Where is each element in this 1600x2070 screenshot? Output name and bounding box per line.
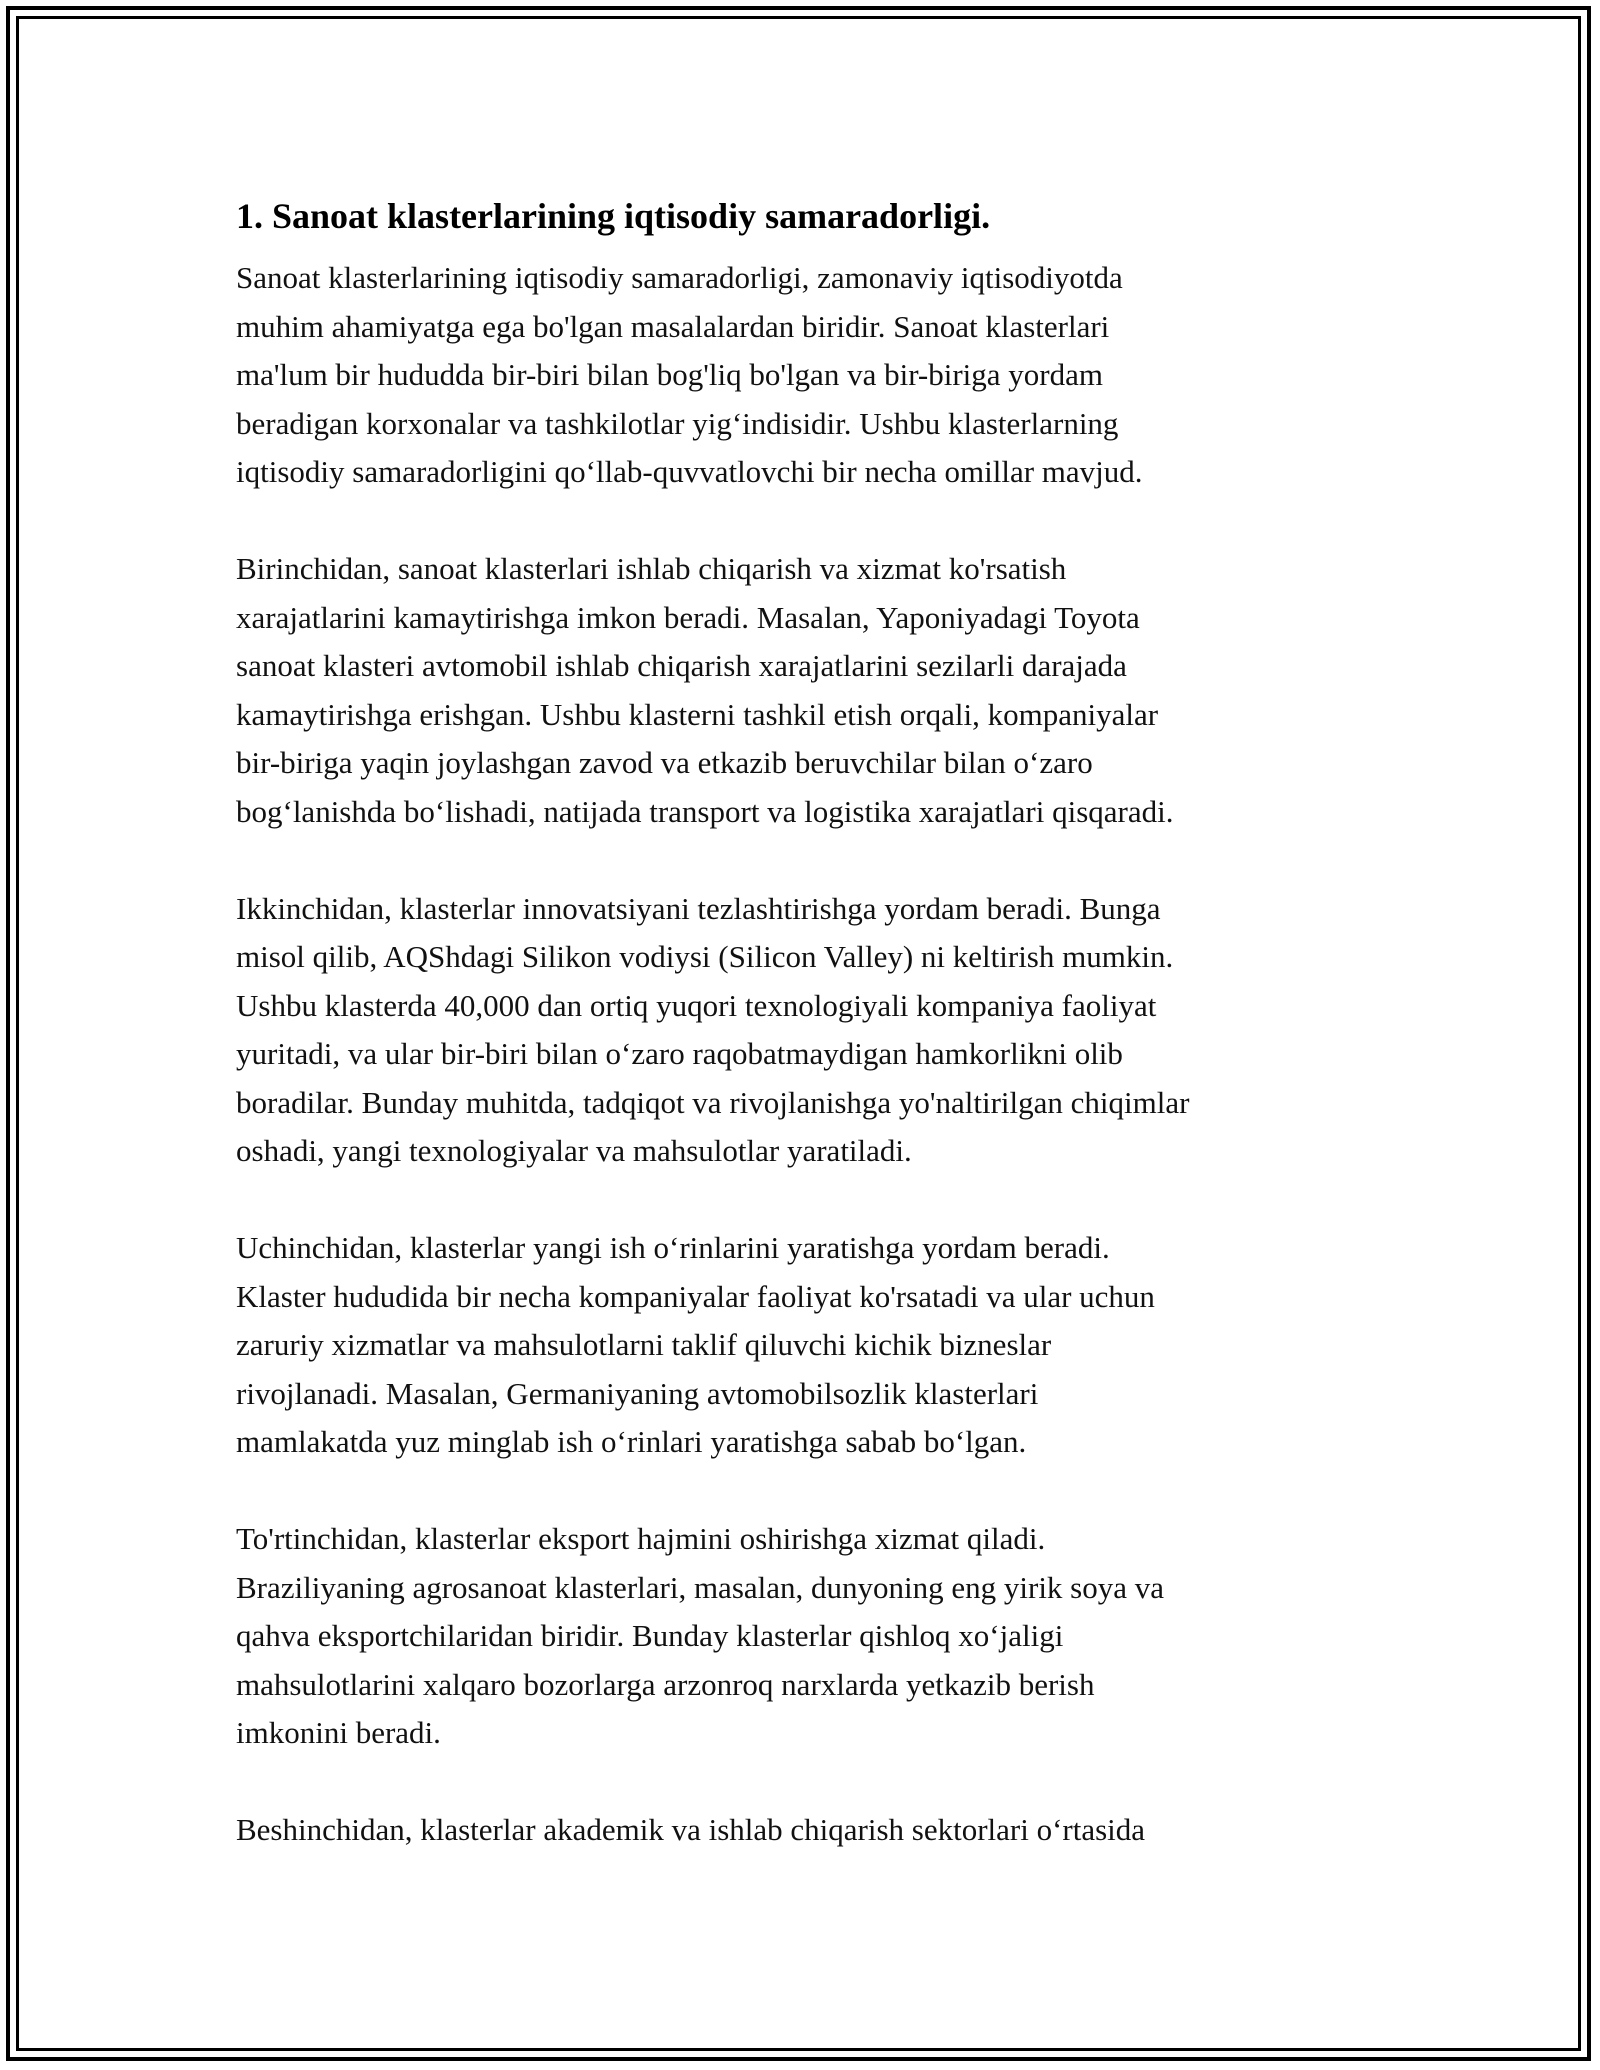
text-line: To'rtinchidan, klasterlar eksport hajmini oshirishga xizmat qiladi. bbox=[236, 1521, 1046, 1556]
text-line: misol qilib, AQShdagi Silikon vodiysi (Silicon Valley) ni keltirish mumkin. bbox=[236, 939, 1174, 974]
text-line: qahva eksportchilaridan biridir. Bunday klasterlar qishloq xo‘jaligi bbox=[236, 1618, 1064, 1653]
text-line: mamlakatda yuz minglab ish o‘rinlari yaratishga sabab bo‘lgan. bbox=[236, 1424, 1027, 1459]
paragraph bbox=[236, 254, 1386, 497]
text-line: bog‘lanishda bo‘lishadi, natijada transport va logistika xarajatlari qisqaradi. bbox=[236, 793, 1174, 829]
paragraph bbox=[236, 1806, 1386, 1855]
text-line: sanoat klasteri avtomobil ishlab chiqarish xarajatlarini sezilarli darajada bbox=[236, 648, 1127, 683]
text-line: Birinchidan, sanoat klasterlari ishlab chiqarish va xizmat ko'rsatish bbox=[236, 551, 1067, 586]
text-line: bir-biriga yaqin joylashgan zavod va etkazib beruvchilar bilan o‘zaro bbox=[236, 745, 1093, 780]
text-line: Beshinchidan, klasterlar akademik va ishlab chiqarish sektorlari o‘rtasida bbox=[236, 1812, 1146, 1847]
text-line: yuritadi, va ular bir-biri bilan o‘zaro raqobatmaydigan hamkorlikni olib bbox=[236, 1036, 1123, 1071]
text-line: mahsulotlarini xalqaro bozorlarga arzonroq narxlarda yetkazib berish bbox=[236, 1666, 1095, 1702]
text-line: boradilar. Bunday muhitda, tadqiqot va rivojlanishga yo'naltirilgan chiqimlar bbox=[236, 1084, 1190, 1120]
text-line: imkonini beradi. bbox=[236, 1715, 441, 1750]
paragraph bbox=[236, 885, 1386, 1176]
text-line: Uchinchidan, klasterlar yangi ish o‘rinlarini yaratishga yordam beradi. bbox=[236, 1230, 1110, 1265]
document-body bbox=[236, 190, 1386, 1903]
paragraph bbox=[236, 1515, 1386, 1758]
section-heading: 1. Sanoat klasterlarining iqtisodiy samaradorligi. bbox=[236, 196, 991, 236]
paragraph bbox=[236, 1224, 1386, 1467]
text-line: iqtisodiy samaradorligini qo‘llab-quvvatlovchi bir necha omillar mavjud. bbox=[236, 454, 1143, 489]
text-line: muhim ahamiyatga ega bo'lgan masalalardan biridir. Sanoat klasterlari bbox=[236, 308, 1110, 344]
text-line: Braziliyaning agrosanoat klasterlari, masalan, dunyoning eng yirik soya va bbox=[236, 1569, 1165, 1605]
text-line: oshadi, yangi texnologiyalar va mahsulotlar yaratiladi. bbox=[236, 1133, 912, 1168]
text-line: Ikkinchidan, klasterlar innovatsiyani tezlashtirishga yordam beradi. Bunga bbox=[236, 890, 1161, 926]
text-line: kamaytirishga erishgan. Ushbu klasterni tashkil etish orqali, kompaniyalar bbox=[236, 696, 1159, 732]
text-line: xarajatlarini kamaytirishga imkon beradi. Masalan, Yaponiyadagi Toyota bbox=[236, 599, 1140, 635]
text-line: Klaster hududida bir necha kompaniyalar faoliyat ko'rsatadi va ular uchun bbox=[236, 1278, 1155, 1314]
paragraph-list bbox=[236, 254, 1386, 1855]
text-line: Ushbu klasterda 40,000 dan ortiq yuqori texnologiyali kompaniya faoliyat bbox=[236, 987, 1157, 1023]
text-line: zaruriy xizmatlar va mahsulotlarni taklif qiluvchi kichik bizneslar bbox=[236, 1327, 1052, 1362]
text-line: Sanoat klasterlarining iqtisodiy samaradorligi, zamonaviy iqtisodiyotda bbox=[236, 260, 1123, 295]
text-line: beradigan korxonalar va tashkilotlar yig‘indisidir. Ushbu klasterlarning bbox=[236, 405, 1119, 441]
paragraph bbox=[236, 545, 1386, 836]
text-line: ma'lum bir hududda bir-biri bilan bog'liq bo'lgan va bir-biriga yordam bbox=[236, 357, 1103, 392]
text-line: rivojlanadi. Masalan, Germaniyaning avtomobilsozlik klasterlari bbox=[236, 1375, 1039, 1411]
